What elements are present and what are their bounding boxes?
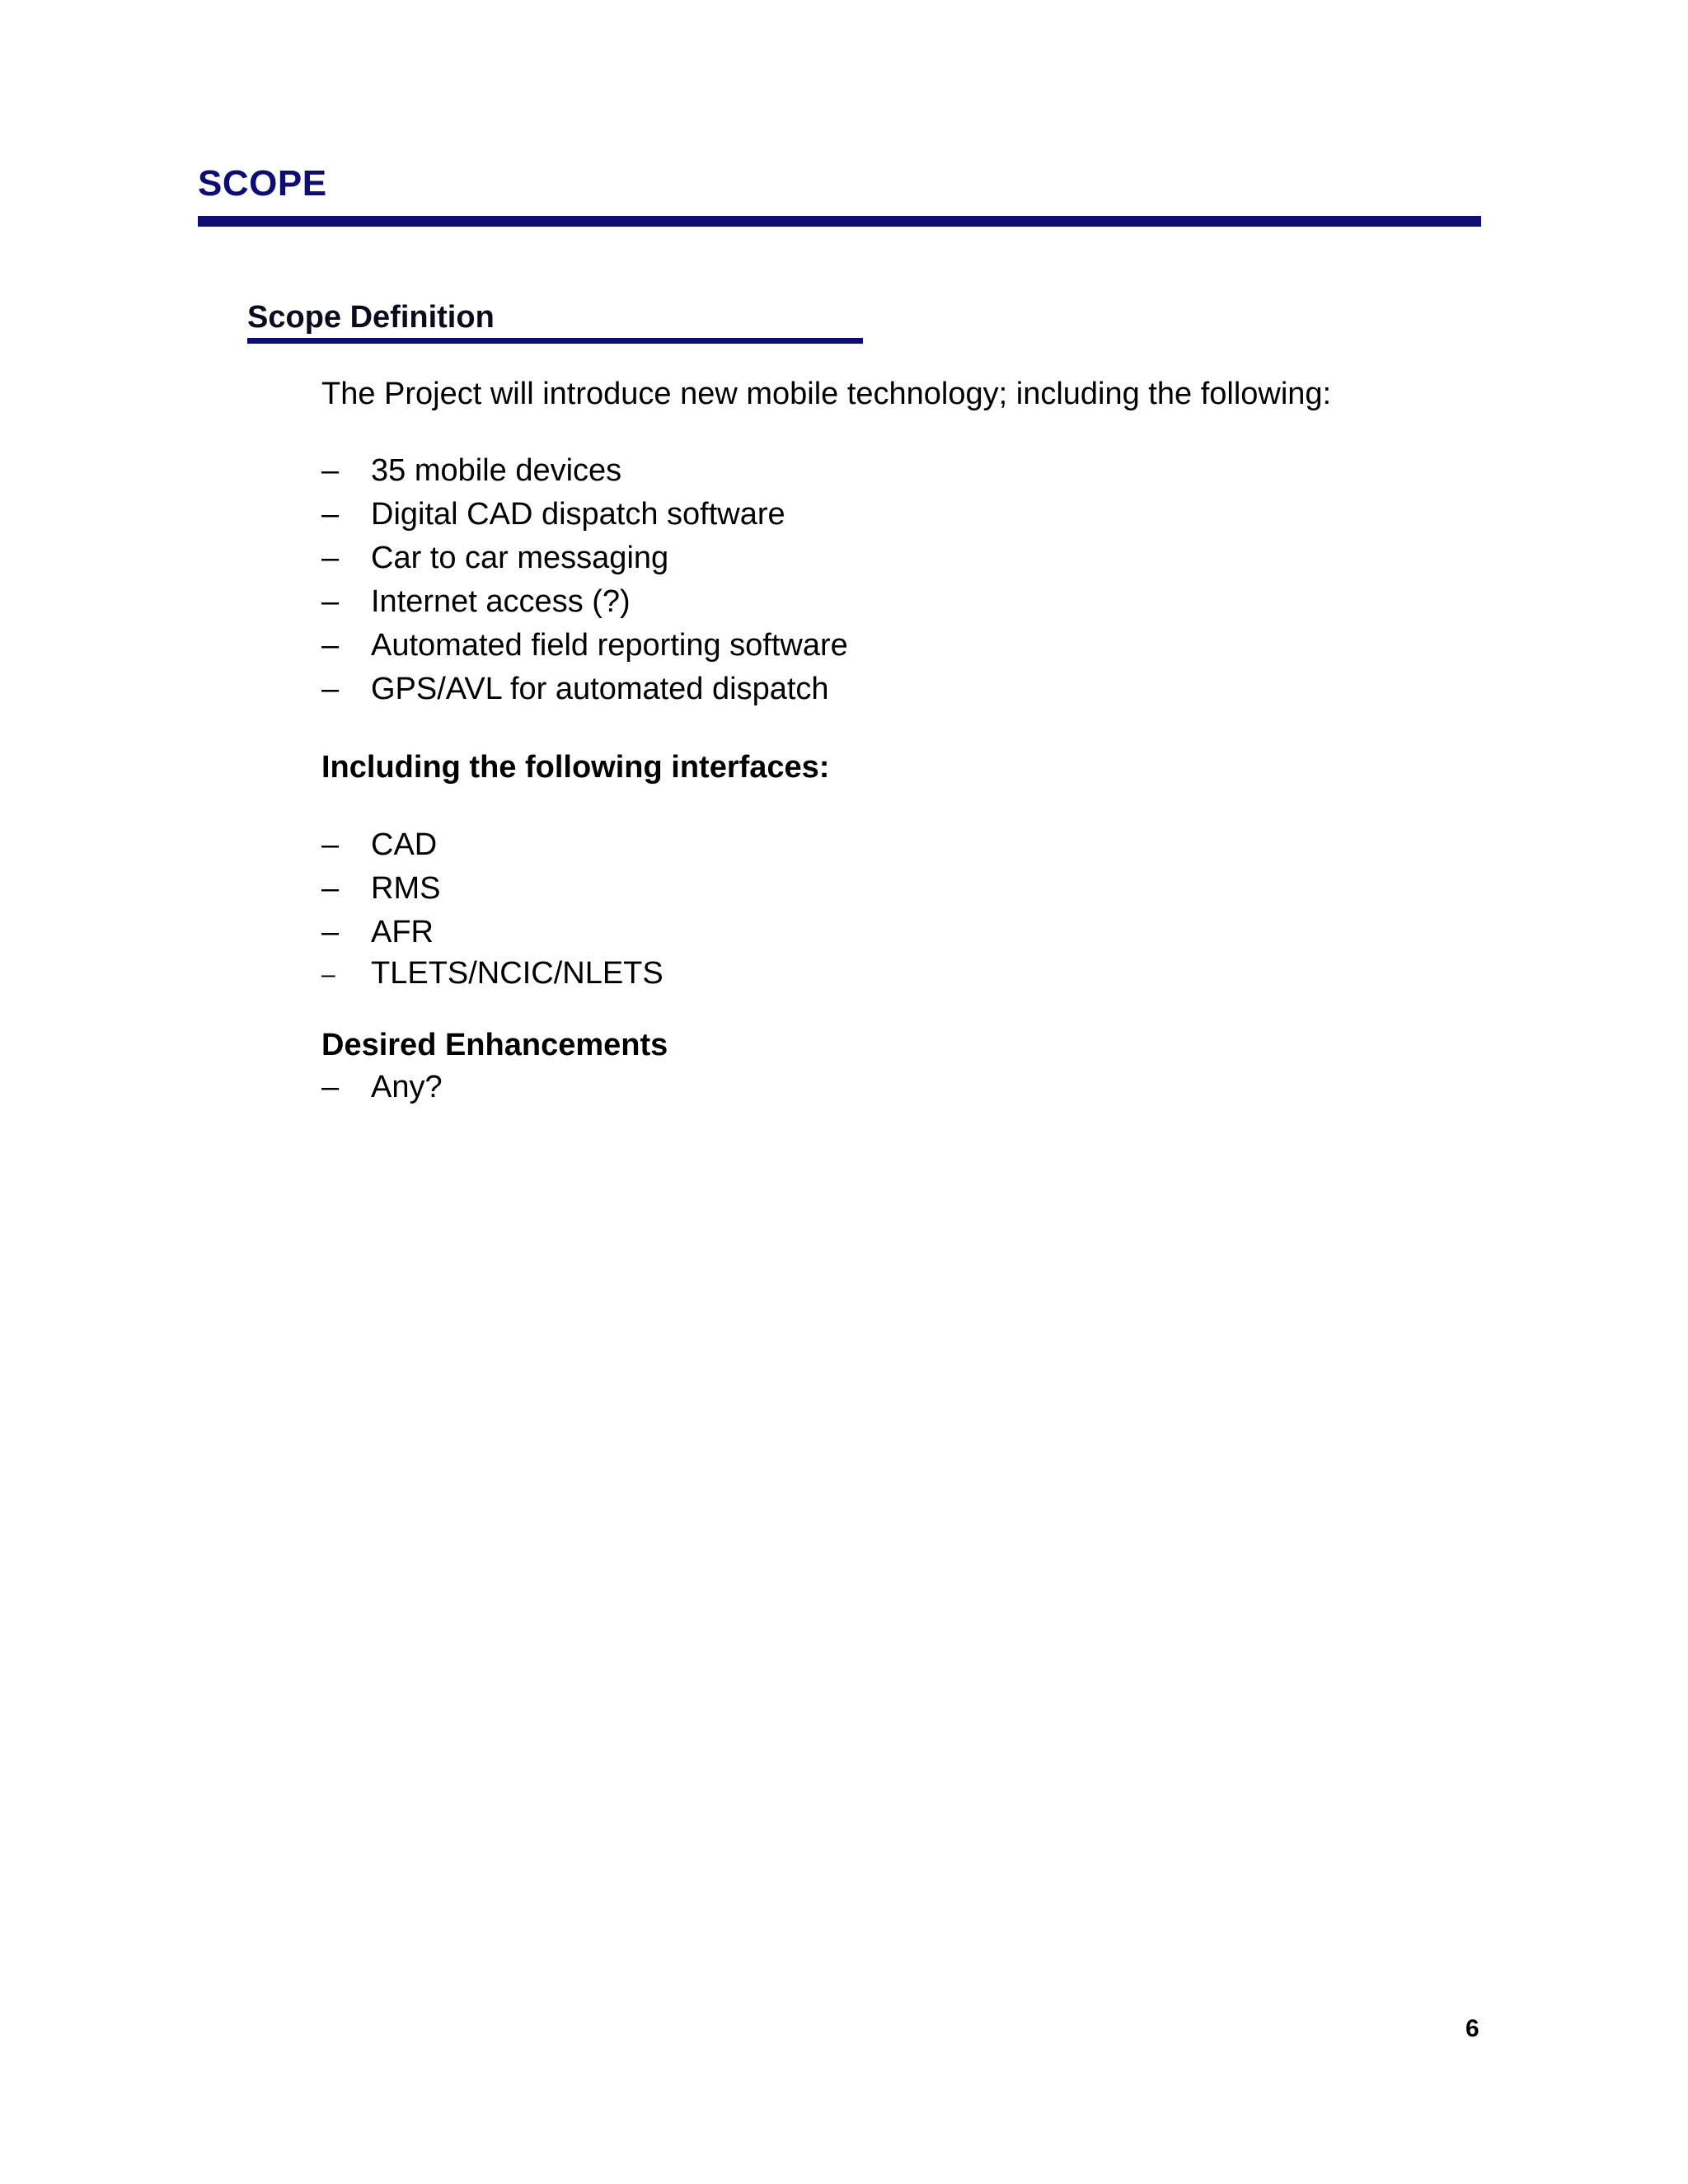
list-item-text: Internet access (?) [371,584,631,619]
dash-bullet: – [321,584,340,619]
list-item-text: Digital CAD dispatch software [371,497,785,532]
dash-bullet: – [321,827,340,862]
interfaces-heading: Including the following interfaces: [321,750,830,785]
list-item-text: RMS [371,871,441,906]
enhancements-heading: Desired Enhancements [321,1028,668,1062]
section-underline [247,338,863,344]
list-item-text: AFR [371,915,434,949]
page-title: SCOPE [198,163,327,204]
dash-bullet: – [321,915,340,949]
section-heading: Scope Definition [247,300,495,335]
dash-bullet: – [321,672,340,706]
title-underline [198,216,1481,227]
dash-bullet: – [321,453,340,488]
list-item-text: GPS/AVL for automated dispatch [371,672,829,706]
list-item-text: Any? [371,1070,443,1104]
list-item-text: Car to car messaging [371,541,669,575]
dash-bullet: – [321,871,340,906]
list-item-text: CAD [371,827,438,862]
list-item-text: 35 mobile devices [371,453,622,488]
dash-bullet: – [321,1070,340,1104]
dash-bullet: – [321,497,340,532]
dash-bullet: – [321,961,335,988]
dash-bullet: – [321,541,340,575]
dash-bullet: – [321,628,340,663]
list-item-text: Automated field reporting software [371,628,848,663]
page-number: 6 [1465,2015,1479,2042]
list-item-text: TLETS/NCIC/NLETS [371,956,663,991]
intro-paragraph: The Project will introduce new mobile technology; including the following: [321,377,1332,411]
